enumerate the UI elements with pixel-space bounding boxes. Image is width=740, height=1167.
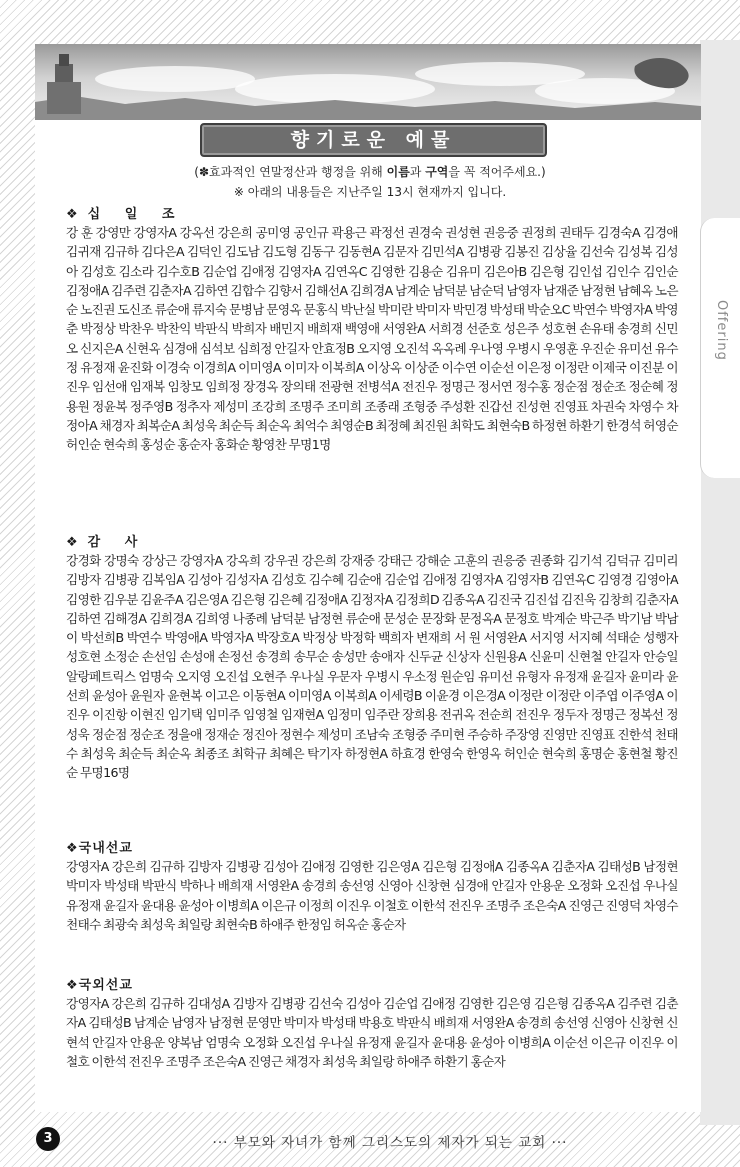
notice-paren: (	[194, 165, 199, 179]
page-number: 3	[36, 1127, 60, 1151]
section-title: ❖국내선교	[66, 841, 133, 856]
name-list: 강영자A 강은희 김규하 김방자 김병광 김성아 김애정 김영한 김은영A 김은형 김정애A 김종옥A 김춘자A 김태성B 남정현 박미자 박성태 박판식 박하나 배희재 서영완A 송경희 송선영 신영아 신창현 심경애 안길자 안용운 오정화 오진섭 우나실 유정재 윤길자 윤대용 윤성아 이병희A 이은규 이정희 이진우 이철호 이한석 전진우 조명주 조은숙A 진영근 진영덕 차영수 천태수 최광숙 최성욱 최일랑 최현숙B 하애주 한정임 허옥순 홍순자	[66, 859, 678, 932]
page-title: 향기로운 예물	[290, 129, 457, 151]
section-title: ❖국외선교	[66, 978, 133, 993]
section-overseas-mission	[66, 977, 678, 1071]
notice-star: ✽	[198, 165, 210, 179]
notice-text-after: 을 꼭 적어주세요.)	[448, 165, 546, 179]
name-list: 강영자A 강은희 김규하 김대성A 김방자 김병광 김선숙 김성아 김순업 김애정 김영한 김은영 김은형 김종옥A 김주련 김춘자A 김태성B 남계순 남영자 남정현 문영만 박미자 박성태 박용호 박판식 배희재 서영완A 송경희 송선영 신영아 신창현 신현석 안길자 안용운 양복남 엄명숙 오정화 오진섭 우나실 유정재 윤길자 윤대용 윤성아 이병희A 이순선 이은규 이진우 이철호 이한석 전진우 조명주 조은숙A 진영근 채경자 최성욱 최일랑 하애주 하환기 홍순자	[66, 996, 678, 1069]
notice-bold-district: 구역	[425, 165, 449, 179]
section-title: ❖감 사	[66, 535, 148, 550]
notice-text-a: 효과적인 연말정산과 행정을 위해	[209, 165, 387, 179]
section-domestic-mission	[66, 840, 678, 934]
header-banner	[35, 44, 701, 120]
page-edge-band	[700, 40, 740, 1125]
church-tower-illustration	[35, 44, 701, 120]
notice-line-1	[60, 163, 680, 180]
name-list: 강 훈 강영만 강영자A 강옥선 강은희 공미영 공인규 곽용근 곽정선 권경숙 권성현 권응중 권정희 권태두 김경숙A 김경애 김귀재 김규하 김다은A 김덕인 김도남 김도형 김동구 김동현A 김문자 김민석A 김병광 김봉진 김상율 김선숙 김성복 김성아 김성호 김소라 김수호B 김순업 김애정 김영자A 김연옥C 김영한 김용순 김유미 김은아B 김은형 김인섭 김인수 김인순 김정애A 김주련 김춘자A 김하연 김합수 김향서 김해선A 김희경A 남계순 남덕분 남순덕 남영자 남재준 남정현 남혜옥 노은순 노진권 도신조 류순애 류지숙 문병남 문영옥 문홍식 박난실 박미란 박미자 박민경 박성태 박순오C 박연수 박영자A 박영춘 박정상 박찬우 박찬익 박판식 박희자 배민지 배희재 백영애 서영완A 서희경 선준호 성은주 성호현 손유태 송경희 신민오 신지은A 신현옥 심경애 심석보 심희정 안길자 안효정B 오지영 오진석 옥옥례 우나영 우병시 우영훈 우진순 유미선 유수정 유정재 윤진화 이경숙 이경희A 이미영A 이미자 이복희A 이상옥 이상준 이수연 이순선 이은정 이정란 이제국 이진분 이진우 임선애 임재복 임창모 임희정 장경옥 장의태 전광현 전병석A 전진우 정명근 정서연 정수홍 정순점 정순조 정순혜 정용원 정윤복 정주영B 정추자 제성미 조강희 조명주 조미희 조종래 조형중 주성환 진갑선 진성현 진영표 차권숙 차영수 차정아A 채경자 최복순A 최성욱 최순득 최순옥 최억수 최영순B 최정혜 최진원 최학도 최현숙B 하정현 하환기 한경석 허영순 허인순 현숙희 홍성순 홍순자 홍화순 황영찬 무명1명	[66, 225, 678, 453]
footer-motto: ··· 부모와 자녀가 함께 그리스도의 제자가 되는 교회 ···	[212, 1135, 568, 1151]
notice-bold-name: 이름	[386, 165, 410, 179]
name-list: 강경화 강명숙 강상근 강영자A 강옥희 강우권 강은희 강재중 강태근 강해순 고훈의 권응중 권종화 김기석 김덕규 김미리 김방자 김병광 김복임A 김성아 김성자A 김성호 김수혜 김순애 김순업 김애정 김영자A 김영자B 김연옥C 김영경 김영아A 김영한 김우분 김윤주A 김은영A 김은형 김은혜 김정애A 김정자A 김정희D 김종옥A 김진국 김진섭 김진욱 김창희 김춘자A 김하연 김해경A 김희경A 김희영 나종례 남덕분 남정현 류순애 문성순 문장화 문정옥A 문정호 박계순 박근주 박기남 박남이 박선희B 박연수 박영애A 박영자A 박장호A 박정상 박정학 백희자 변재희 서 원 서영완A 서지영 서지혜 석태순 성행자 성호현 소정순 손선임 손성애 손정선 송경희 송무순 송성만 송애자 신두균 신상자 신원용A 신윤미 신현철 안길자 안승일 알랑페트릭스 엄명숙 오지영 오진섭 오현주 우나실 우문자 우병시 우소정 원순임 유미선 유형자 유정재 윤길자 윤미라 윤선희 윤성아 윤원자 윤현복 이고은 이동현A 이미영A 이복희A 이세령B 이윤경 이은경A 이정란 이정란 이주엽 이주영A 이진우 이진항 이현진 임기택 임미주 임영철 임재현A 임정미 임주란 장희용 전귀옥 전순희 전진우 정두자 정명근 정복선 정성욱 정순점 정순조 정을애 정재순 정진아 정현수 제성미 조남숙 조형중 주미현 주승하 주장영 진영만 진영표 진한석 천태수 최성욱 최순득 최순옥 최종조 최학규 최혜은 탁기자 하정현A 하효경 한영숙 한영옥 허인순 현숙희 홍명순 홍현철 황진순 무명16명	[66, 553, 678, 781]
section-thanks	[66, 534, 678, 783]
side-tab-label: Offering	[714, 300, 729, 361]
section-tithe	[66, 206, 678, 455]
section-title: ❖십 일 조	[66, 207, 185, 222]
notice-text-mid: 과	[409, 165, 426, 179]
notice-line-2: ※ 아래의 내용들은 지난주일 13시 현재까지 입니다.	[233, 185, 507, 199]
